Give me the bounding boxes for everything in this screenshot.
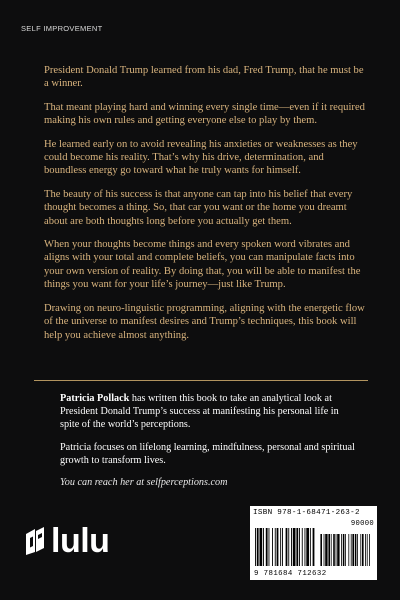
bio-focus: Patricia focuses on lifelong learning, mindfulness, personal and spiritual growth to transform lives. (60, 441, 355, 466)
author-bio (60, 392, 360, 498)
isbn-label: ISBN 978-1-68471-263-2 (253, 509, 360, 517)
back-cover-blurb (44, 64, 366, 352)
blurb-paragraph: When your thoughts become things and every spoken word vibrates and aligns with your total and complete beliefs, you can manipulate facts into your own version of reality. By doing that, you will be able to manifest the things you want for your life’s journey—just like Trump. (44, 239, 361, 291)
blurb-paragraph: Drawing on neuro-linguistic programming, aligning with the energetic flow of the universe to manifest desires and Trump’s techniques, this book will help you achieve almost anything. (44, 302, 365, 341)
publisher-logo (24, 524, 109, 558)
lulu-book-icon (24, 526, 46, 556)
barcode-bars (254, 528, 373, 570)
section-divider (34, 380, 368, 381)
blurb-paragraph: He learned early on to avoid revealing his anxieties or weaknesses as they could become his reality. That’s why his drive, determination, and boundless energy go toward what he truly wants for himself. (44, 138, 358, 177)
author-name: Patricia Pollack (60, 393, 130, 404)
bio-intro (60, 392, 360, 432)
blurb-paragraph: President Donald Trump learned from his dad, Fred Trump, that he must be a winner. (44, 65, 364, 90)
price-code: 90000 (350, 520, 374, 528)
barcode-digits: 9 781684 712632 (254, 570, 327, 578)
bio-intro-text: has written this book to take an analytical look at President Donald Trump’s success at manifesting his personal life in spite of the world’s perceptions. (60, 393, 339, 431)
publisher-name: lulu (51, 522, 110, 560)
blurb-paragraph: That meant playing hard and winning every single time—even if it required making his own rules and getting everyone else to play by them. (44, 101, 365, 127)
isbn-barcode (250, 506, 377, 580)
bio-contact: You can reach her at selfperceptions.com (60, 477, 228, 489)
category-label: SELF IMPROVEMENT (21, 24, 103, 33)
blurb-paragraph: The beauty of his success is that anyone can tap into his belief that every thought becomes a thing. So, that car you want or the home you dreamt about are both thoughts long before you actually get them. (44, 188, 353, 227)
